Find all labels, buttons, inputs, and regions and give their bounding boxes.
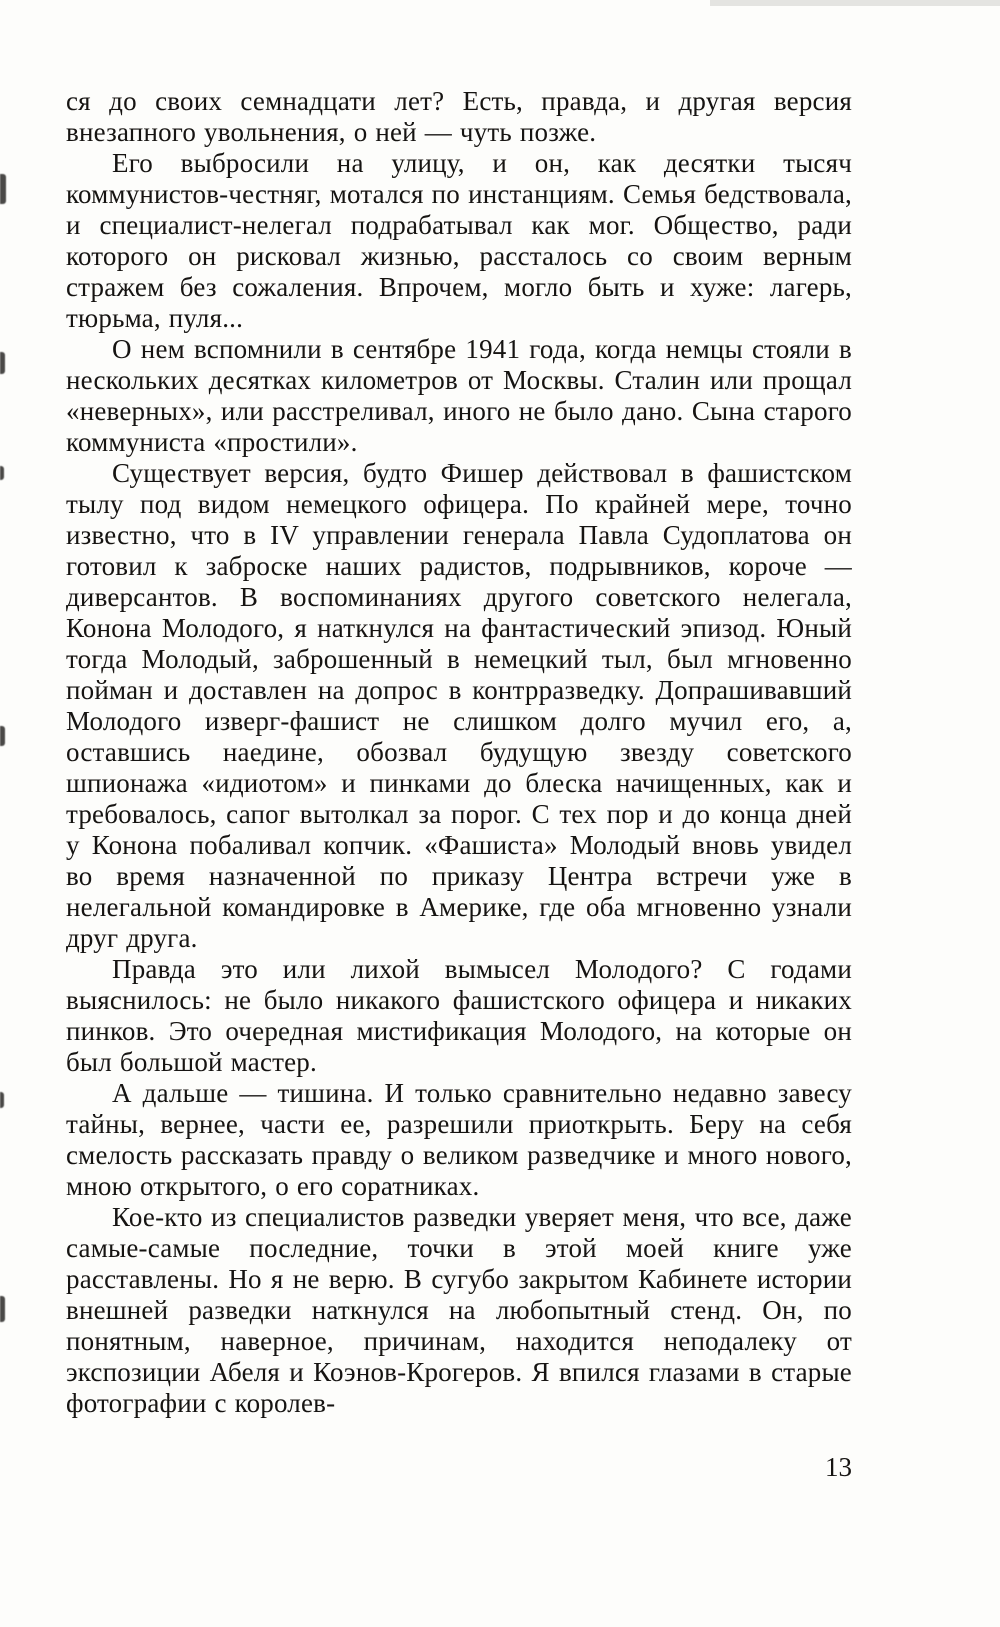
- paragraph: Его выбросили на улицу, и он, как десятки тысяч коммунистов-честняг, мотался по инстанциям. Семья бедствовала, и специалист-нелегал подрабатывал как мог. Общество, ради которого он рисковал жизнью, рассталось со своим верным стражем без сожаления. Впрочем, могло быть и хуже: лагерь, тюрьма, пуля...: [66, 148, 852, 333]
- paragraph: О нем вспомнили в сентябре 1941 года, когда немцы стояли в нескольких десятках километров от Москвы. Сталин или прощал «неверных», или расстреливал, иного не было дано. Сына старого коммуниста «простили».: [66, 334, 852, 457]
- scan-artifact: [0, 174, 6, 204]
- paragraph-continuation: ся до своих семнадцати лет? Есть, правда, и другая версия внезапного увольнения, о ней — чуть позже.: [66, 86, 852, 147]
- scan-artifact: [0, 726, 5, 746]
- paragraph: Кое-кто из специалистов разведки уверяет меня, что все, даже самые-самые последние, точки в этой моей книге уже расставлены. Но я не верю. В сугубо закрытом Кабинете истории внешней разведки наткнулся на любопытный стенд. Он, по понятным, наверное, причинам, находится неподалеку от экспозиции Абеля и Коэнов-Крогеров. Я впился глазами в старые фотографии с королев-: [66, 1202, 852, 1418]
- scan-artifact: [0, 1296, 5, 1322]
- scan-artifact: [0, 352, 5, 374]
- paragraph: Существует версия, будто Фишер действовал в фашистском тылу под видом немецкого офицера. По крайней мере, точно известно, что в IV управлении генерала Павла Судоплатова он готовил к заброске наших радистов, подрывников, короче — диверсантов. В воспоминаниях другого советского нелегала, Конона Молодого, я наткнулся на фантастический эпизод. Юный тогда Молодый, заброшенный в немецкий тыл, был мгновенно пойман и доставлен на допрос в контрразведку. Допрашивавший Молодого изверг-фашист не слишком долго мучил его, а, оставшись наедине, обозвал будущую звезду советского шпионажа «идиотом» и пинками до блеска начищенных, как и требовалось, сапог вытолкал за порог. С тех пор и до конца дней у Конона побаливал копчик. «Фашиста» Молодый вновь увидел во время назначенной по приказу Центра встречи уже в нелегальной командировке в Америке, где оба мгновенно узнали друг друга.: [66, 458, 852, 953]
- scan-edge-shadow: [710, 0, 1000, 6]
- page-number: 13: [825, 1452, 852, 1482]
- body-text: [66, 86, 852, 1419]
- scan-artifact: [0, 1092, 4, 1108]
- paragraph: Правда это или лихой вымысел Молодого? С годами выяснилось: не было никакого фашистского офицера и никаких пинков. Это очередная мистификация Молодого, на которые он был большой мастер.: [66, 954, 852, 1077]
- paragraph: А дальше — тишина. И только сравнительно недавно завесу тайны, вернее, части ее, разрешили приоткрыть. Беру на себя смелость рассказать правду о великом разведчике и много нового, мною открытого, о его соратниках.: [66, 1078, 852, 1201]
- scan-artifact: [0, 466, 4, 480]
